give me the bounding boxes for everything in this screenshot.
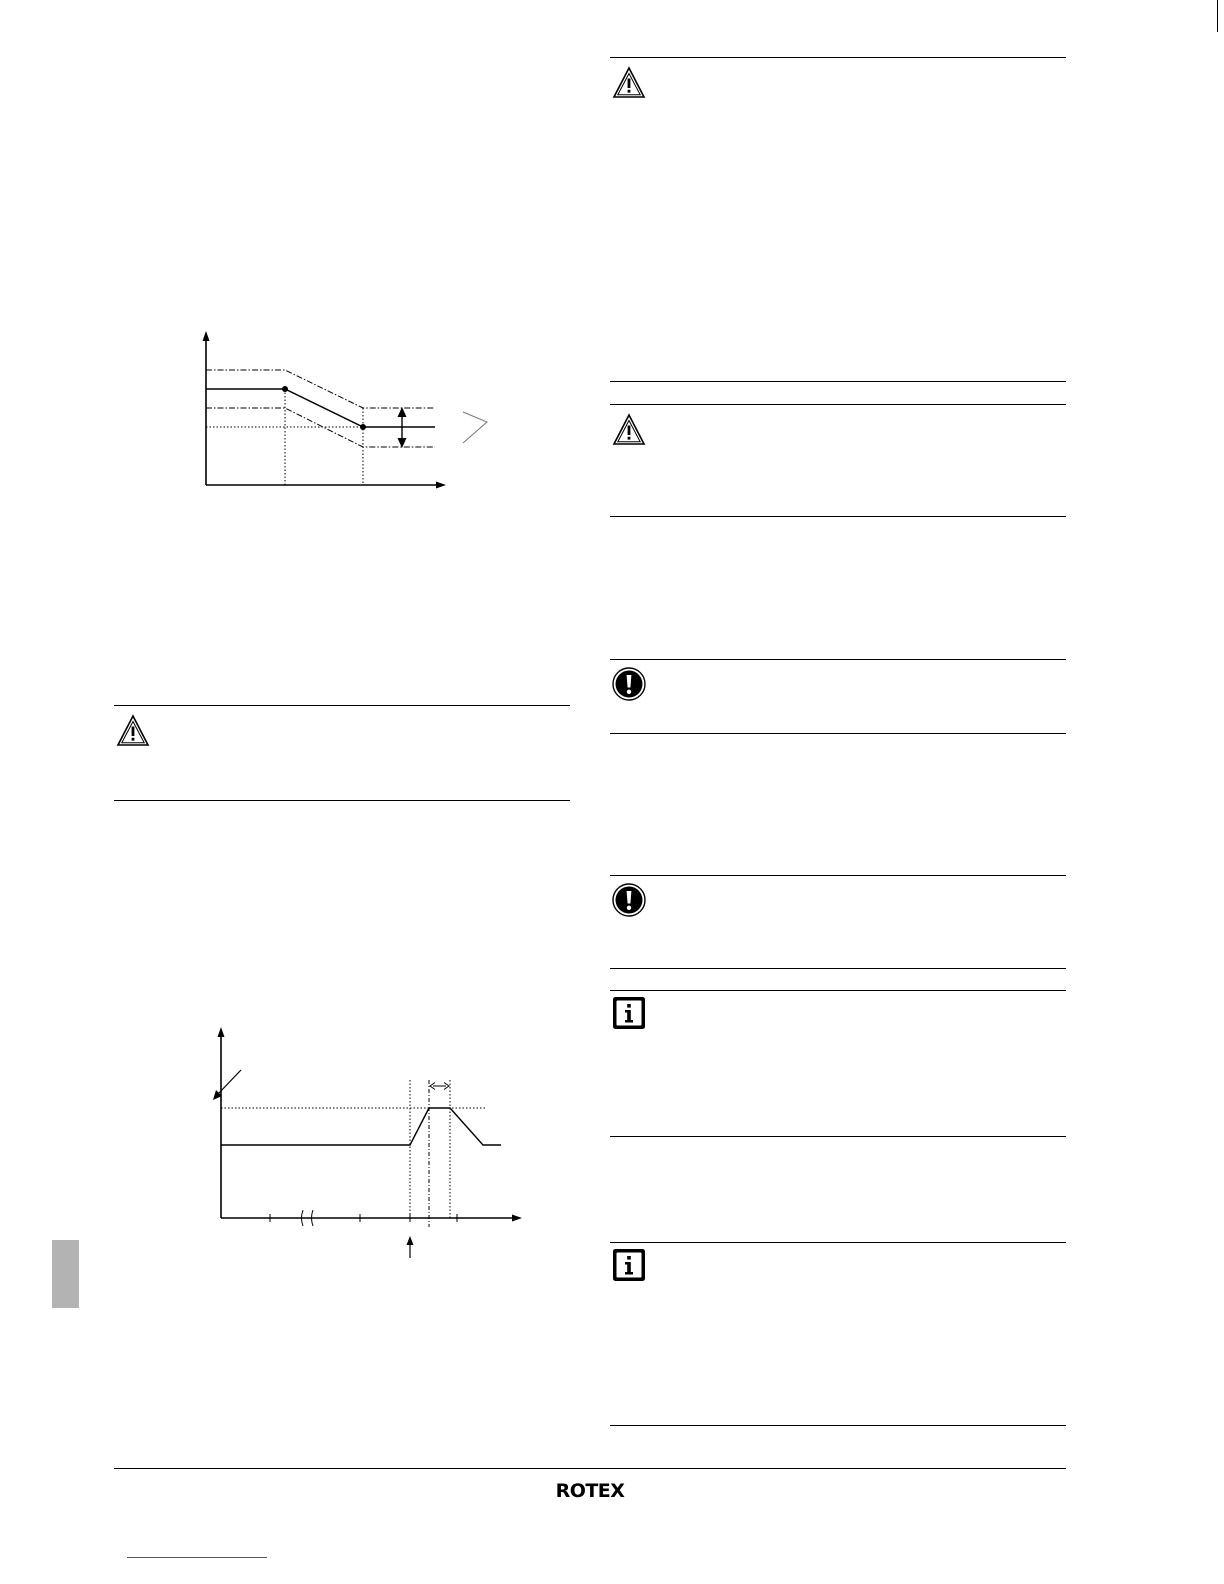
info-box-1-bottom-rule xyxy=(610,1136,1066,1137)
warning-box-1-top-rule xyxy=(610,57,1066,58)
y-axis xyxy=(218,1027,225,1218)
info-box-2-top-rule xyxy=(610,1242,1066,1243)
link-underline[interactable] xyxy=(127,1557,267,1558)
heating-curve-line xyxy=(206,389,435,427)
warning-box-bottom-rule xyxy=(114,800,570,801)
important-box-2-top-rule xyxy=(610,875,1066,876)
x-axis xyxy=(206,482,446,489)
chapter-side-tab xyxy=(52,1240,79,1308)
warning-box-2-top-rule xyxy=(610,404,1066,405)
page-edge-mark xyxy=(1217,0,1218,32)
start-marker-arrow xyxy=(407,1236,414,1258)
footer-rule xyxy=(114,1468,1066,1469)
info-box-icon xyxy=(612,1248,646,1282)
rotex-logo xyxy=(553,1478,627,1504)
warning-triangle-icon xyxy=(612,66,646,100)
timing-diagram xyxy=(205,1022,535,1267)
duration-double-arrow xyxy=(430,1083,449,1090)
info-box-icon xyxy=(612,996,646,1030)
rotex-logo-text: ROTEX xyxy=(555,1480,625,1502)
bracket-mark xyxy=(463,412,487,443)
important-box-2-bottom-rule xyxy=(610,968,1066,969)
heating-curve-diagram xyxy=(190,325,510,505)
warning-box-top-rule xyxy=(114,705,570,706)
x-axis xyxy=(221,1215,522,1222)
important-box-1-bottom-rule xyxy=(610,733,1066,734)
warning-triangle-icon xyxy=(116,714,150,748)
warning-triangle-icon xyxy=(612,413,646,447)
warning-box-1-bottom-rule xyxy=(610,381,1066,382)
exclamation-circle-icon xyxy=(612,667,646,701)
exclamation-circle-icon xyxy=(612,883,646,917)
info-box-1-top-rule xyxy=(610,990,1066,991)
warning-box-2-bottom-rule xyxy=(610,516,1066,517)
pointer-arrow xyxy=(213,1070,241,1100)
important-box-1-top-rule xyxy=(610,659,1066,660)
info-box-2-bottom-rule xyxy=(610,1425,1066,1426)
signal-line xyxy=(221,1108,501,1145)
